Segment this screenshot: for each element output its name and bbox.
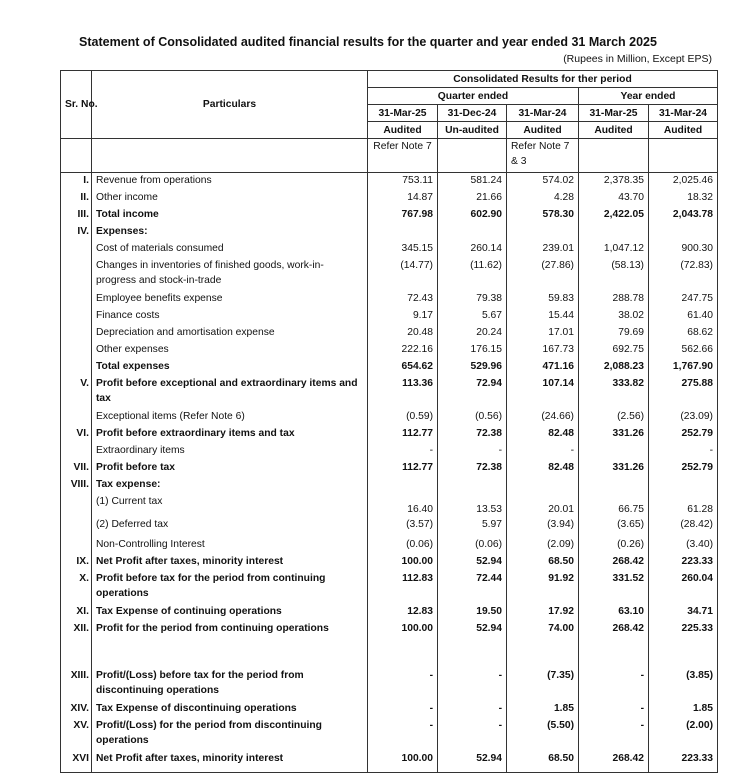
sr-no-cell: X.	[61, 571, 92, 604]
sr-no-cell: I.	[61, 173, 92, 190]
value-cell: 4.28	[507, 190, 579, 207]
value-cell: (2.00)	[649, 718, 718, 751]
value-cell: -	[507, 443, 579, 460]
column-status: Audited	[649, 122, 718, 139]
table-row	[61, 477, 718, 494]
particulars-cell: Tax expense:	[92, 477, 368, 494]
value-cell: (72.83)	[649, 258, 718, 291]
sr-no-cell: III.	[61, 207, 92, 224]
value-cell: 574.02	[507, 173, 579, 190]
value-cell: -	[438, 668, 507, 701]
particulars-cell: Changes in inventories of finished goods, work-in-progress and stock-in-trade	[92, 258, 368, 291]
particulars-cell: Profit/(Loss) for the period from discontinuing operations	[92, 718, 368, 751]
value-cell: 74.00	[507, 621, 579, 638]
particulars-cell: Exceptional items (Refer Note 6)	[92, 409, 368, 426]
currency-note: (Rupees in Million, Except EPS)	[563, 53, 712, 65]
value-cell: 72.38	[438, 460, 507, 477]
particulars-cell: (2) Deferred tax	[92, 517, 368, 537]
table-row	[61, 460, 718, 477]
value-cell: -	[368, 443, 438, 460]
sr-no-cell: VI.	[61, 426, 92, 443]
value-cell: 692.75	[579, 342, 649, 359]
table-row	[61, 409, 718, 426]
value-cell: 2,088.23	[579, 359, 649, 376]
value-cell	[438, 224, 507, 241]
particulars-cell: Non-Controlling Interest	[92, 537, 368, 554]
value-cell: 13.53	[438, 494, 507, 517]
value-cell: 91.92	[507, 571, 579, 604]
table-row	[61, 537, 718, 554]
value-cell: 268.42	[579, 554, 649, 571]
value-cell: 79.69	[579, 325, 649, 342]
value-cell: (0.59)	[368, 409, 438, 426]
column-status: Audited	[579, 122, 649, 139]
value-cell: 72.94	[438, 376, 507, 409]
value-cell	[649, 638, 718, 668]
value-cell: 767.98	[368, 207, 438, 224]
sr-no-cell	[61, 409, 92, 426]
particulars-cell: Profit/(Loss) before tax for the period from discontinuing operations	[92, 668, 368, 701]
value-cell: (0.06)	[438, 537, 507, 554]
value-cell: 247.75	[649, 291, 718, 308]
particulars-cell: Total expenses	[92, 359, 368, 376]
table-row	[61, 325, 718, 342]
value-cell: 72.44	[438, 571, 507, 604]
table-row	[61, 224, 718, 241]
sr-no-cell: II.	[61, 190, 92, 207]
value-cell: 15.44	[507, 308, 579, 325]
particulars-cell: Other expenses	[92, 342, 368, 359]
value-cell: (2.56)	[579, 409, 649, 426]
value-cell: (58.13)	[579, 258, 649, 291]
table-row	[61, 308, 718, 325]
table-row	[61, 426, 718, 443]
value-cell: (3.57)	[368, 517, 438, 537]
value-cell	[438, 477, 507, 494]
column-note	[438, 139, 507, 173]
table-row	[61, 443, 718, 460]
value-cell: 331.26	[579, 426, 649, 443]
value-cell: 223.33	[649, 554, 718, 571]
value-cell: 38.02	[579, 308, 649, 325]
table-row	[61, 241, 718, 258]
year-ended-header: Year ended	[579, 88, 718, 105]
column-date: 31-Mar-24	[649, 105, 718, 122]
particulars-cell: Net Profit after taxes, minority interest	[92, 751, 368, 773]
value-cell: 654.62	[368, 359, 438, 376]
value-cell: 17.01	[507, 325, 579, 342]
sr-no-cell: XV.	[61, 718, 92, 751]
value-cell	[368, 477, 438, 494]
value-cell: (0.06)	[368, 537, 438, 554]
value-cell: (3.85)	[649, 668, 718, 701]
table-row	[61, 604, 718, 621]
sr-no-cell: IX.	[61, 554, 92, 571]
particulars-cell: Extraordinary items	[92, 443, 368, 460]
quarter-ended-header: Quarter ended	[368, 88, 579, 105]
value-cell: 61.28	[649, 494, 718, 517]
value-cell: 9.17	[368, 308, 438, 325]
value-cell: 1.85	[507, 701, 579, 718]
value-cell: 252.79	[649, 460, 718, 477]
value-cell: (23.09)	[649, 409, 718, 426]
value-cell: 12.83	[368, 604, 438, 621]
value-cell: 167.73	[507, 342, 579, 359]
table-row	[61, 207, 718, 224]
value-cell: 59.83	[507, 291, 579, 308]
value-cell: (24.66)	[507, 409, 579, 426]
value-cell: 268.42	[579, 621, 649, 638]
sr-no-cell: VII.	[61, 460, 92, 477]
value-cell: (14.77)	[368, 258, 438, 291]
value-cell	[507, 477, 579, 494]
value-cell: 288.78	[579, 291, 649, 308]
value-cell: 100.00	[368, 554, 438, 571]
value-cell: (3.94)	[507, 517, 579, 537]
table-row	[61, 517, 718, 537]
value-cell: 61.40	[649, 308, 718, 325]
value-cell: 63.10	[579, 604, 649, 621]
value-cell: 72.43	[368, 291, 438, 308]
sr-no-cell	[61, 258, 92, 291]
value-cell: 578.30	[507, 207, 579, 224]
value-cell: 753.11	[368, 173, 438, 190]
sr-no-cell	[61, 638, 92, 668]
value-cell: (0.26)	[579, 537, 649, 554]
value-cell: 5.97	[438, 517, 507, 537]
value-cell	[368, 638, 438, 668]
particulars-cell: Other income	[92, 190, 368, 207]
value-cell	[579, 477, 649, 494]
sr-no-cell	[61, 291, 92, 308]
value-cell: 260.04	[649, 571, 718, 604]
column-date: 31-Mar-24	[507, 105, 579, 122]
value-cell: 21.66	[438, 190, 507, 207]
value-cell: 18.32	[649, 190, 718, 207]
column-date: 31-Mar-25	[368, 105, 438, 122]
value-cell: 68.50	[507, 751, 579, 773]
value-cell: 100.00	[368, 751, 438, 773]
sr-no-cell: V.	[61, 376, 92, 409]
value-cell	[507, 638, 579, 668]
table-row	[61, 668, 718, 701]
sr-no-cell	[61, 494, 92, 517]
value-cell: -	[368, 718, 438, 751]
particulars-cell: Expenses:	[92, 224, 368, 241]
value-cell: 82.48	[507, 460, 579, 477]
value-cell: 20.24	[438, 325, 507, 342]
sr-no-cell	[61, 443, 92, 460]
table-row	[61, 291, 718, 308]
column-note	[579, 139, 649, 173]
column-status: Un-audited	[438, 122, 507, 139]
particulars-cell: Profit before tax for the period from continuing operations	[92, 571, 368, 604]
value-cell: 333.82	[579, 376, 649, 409]
table-body	[61, 173, 718, 773]
value-cell	[579, 638, 649, 668]
value-cell: 222.16	[368, 342, 438, 359]
consolidated-group-header: Consolidated Results for ther period	[368, 71, 718, 88]
particulars-cell: Employee benefits expense	[92, 291, 368, 308]
particulars-cell: Tax Expense of continuing operations	[92, 604, 368, 621]
value-cell: 562.66	[649, 342, 718, 359]
value-cell: 66.75	[579, 494, 649, 517]
value-cell: 2,422.05	[579, 207, 649, 224]
value-cell: 20.48	[368, 325, 438, 342]
sr-no-cell	[61, 241, 92, 258]
table-row	[61, 718, 718, 751]
sr-no-cell	[61, 308, 92, 325]
value-cell: 112.83	[368, 571, 438, 604]
value-cell: 2,378.35	[579, 173, 649, 190]
value-cell: 239.01	[507, 241, 579, 258]
sr-no-cell: XIV.	[61, 701, 92, 718]
value-cell: 602.90	[438, 207, 507, 224]
value-cell: (7.35)	[507, 668, 579, 701]
sr-no-cell: XII.	[61, 621, 92, 638]
value-cell: 331.26	[579, 460, 649, 477]
sr-no-cell	[61, 342, 92, 359]
value-cell: -	[579, 701, 649, 718]
value-cell: 100.00	[368, 621, 438, 638]
value-cell: -	[368, 701, 438, 718]
value-cell: 268.42	[579, 751, 649, 773]
table-row	[61, 701, 718, 718]
value-cell: 223.33	[649, 751, 718, 773]
particulars-cell: Profit before exceptional and extraordinary items and tax	[92, 376, 368, 409]
particulars-cell: Profit for the period from continuing operations	[92, 621, 368, 638]
value-cell: 581.24	[438, 173, 507, 190]
value-cell	[438, 638, 507, 668]
value-cell	[507, 224, 579, 241]
value-cell: 72.38	[438, 426, 507, 443]
value-cell: -	[438, 718, 507, 751]
value-cell: 82.48	[507, 426, 579, 443]
value-cell: (3.65)	[579, 517, 649, 537]
value-cell: 52.94	[438, 621, 507, 638]
value-cell: 52.94	[438, 554, 507, 571]
value-cell: 1,767.90	[649, 359, 718, 376]
value-cell: 176.15	[438, 342, 507, 359]
value-cell: 1.85	[649, 701, 718, 718]
table-row	[61, 342, 718, 359]
value-cell: 529.96	[438, 359, 507, 376]
sr-no-cell	[61, 359, 92, 376]
value-cell: 79.38	[438, 291, 507, 308]
value-cell: 34.71	[649, 604, 718, 621]
particulars-cell: Net Profit after taxes, minority interest	[92, 554, 368, 571]
value-cell	[579, 224, 649, 241]
column-date: 31-Mar-25	[579, 105, 649, 122]
particulars-cell: Profit before tax	[92, 460, 368, 477]
value-cell	[368, 224, 438, 241]
value-cell: 68.62	[649, 325, 718, 342]
table-row	[61, 571, 718, 604]
table-row	[61, 494, 718, 517]
value-cell: 16.40	[368, 494, 438, 517]
value-cell	[649, 477, 718, 494]
column-note: Refer Note 7 & 3	[507, 139, 579, 173]
value-cell: 68.50	[507, 554, 579, 571]
page-title: Statement of Consolidated audited financial results for the quarter and year ended 31 March 2025	[79, 35, 657, 49]
table-row	[61, 359, 718, 376]
column-note	[649, 139, 718, 173]
value-cell: 2,043.78	[649, 207, 718, 224]
sr-no-header: Sr. No.	[61, 71, 92, 139]
table-row	[61, 173, 718, 190]
value-cell: 900.30	[649, 241, 718, 258]
value-cell: 2,025.46	[649, 173, 718, 190]
value-cell: -	[579, 718, 649, 751]
sr-no-cell: IV.	[61, 224, 92, 241]
particulars-cell: Finance costs	[92, 308, 368, 325]
sr-no-cell: XI.	[61, 604, 92, 621]
table-row	[61, 554, 718, 571]
value-cell: 260.14	[438, 241, 507, 258]
value-cell: 20.01	[507, 494, 579, 517]
value-cell: 5.67	[438, 308, 507, 325]
column-note: Refer Note 7	[368, 139, 438, 173]
value-cell: 112.77	[368, 426, 438, 443]
value-cell	[649, 224, 718, 241]
sr-no-cell	[61, 325, 92, 342]
sr-no-cell: XVI	[61, 751, 92, 773]
sr-no-cell	[61, 517, 92, 537]
value-cell: 345.15	[368, 241, 438, 258]
value-cell: (11.62)	[438, 258, 507, 291]
table-row	[61, 258, 718, 291]
table-row	[61, 190, 718, 207]
value-cell: -	[438, 701, 507, 718]
particulars-cell: Depreciation and amortisation expense	[92, 325, 368, 342]
particulars-cell: Tax Expense of discontinuing operations	[92, 701, 368, 718]
particulars-cell: (1) Current tax	[92, 494, 368, 517]
value-cell: 1,047.12	[579, 241, 649, 258]
table-row	[61, 751, 718, 773]
table-row	[61, 638, 718, 668]
value-cell: -	[368, 668, 438, 701]
value-cell: (28.42)	[649, 517, 718, 537]
value-cell: 14.87	[368, 190, 438, 207]
column-status: Audited	[507, 122, 579, 139]
value-cell: 225.33	[649, 621, 718, 638]
value-cell: 275.88	[649, 376, 718, 409]
value-cell: 107.14	[507, 376, 579, 409]
particulars-cell: Revenue from operations	[92, 173, 368, 190]
particulars-cell: Total income	[92, 207, 368, 224]
value-cell: 17.92	[507, 604, 579, 621]
sr-no-cell: XIII.	[61, 668, 92, 701]
particulars-cell	[92, 638, 368, 668]
value-cell: 471.16	[507, 359, 579, 376]
value-cell: 52.94	[438, 751, 507, 773]
value-cell: -	[649, 443, 718, 460]
value-cell: 331.52	[579, 571, 649, 604]
sr-no-cell: VIII.	[61, 477, 92, 494]
particulars-header: Particulars	[92, 71, 368, 139]
value-cell	[579, 443, 649, 460]
value-cell: (5.50)	[507, 718, 579, 751]
sr-no-cell	[61, 537, 92, 554]
column-status: Audited	[368, 122, 438, 139]
value-cell: -	[438, 443, 507, 460]
value-cell: 252.79	[649, 426, 718, 443]
financial-results-table	[60, 70, 718, 773]
table-row	[61, 376, 718, 409]
value-cell: 112.77	[368, 460, 438, 477]
value-cell: (27.86)	[507, 258, 579, 291]
value-cell: (2.09)	[507, 537, 579, 554]
value-cell: (3.40)	[649, 537, 718, 554]
table-row	[61, 621, 718, 638]
particulars-cell: Cost of materials consumed	[92, 241, 368, 258]
value-cell: 113.36	[368, 376, 438, 409]
value-cell: 19.50	[438, 604, 507, 621]
value-cell: -	[579, 668, 649, 701]
value-cell: (0.56)	[438, 409, 507, 426]
value-cell: 43.70	[579, 190, 649, 207]
particulars-cell: Profit before extraordinary items and tax	[92, 426, 368, 443]
column-date: 31-Dec-24	[438, 105, 507, 122]
